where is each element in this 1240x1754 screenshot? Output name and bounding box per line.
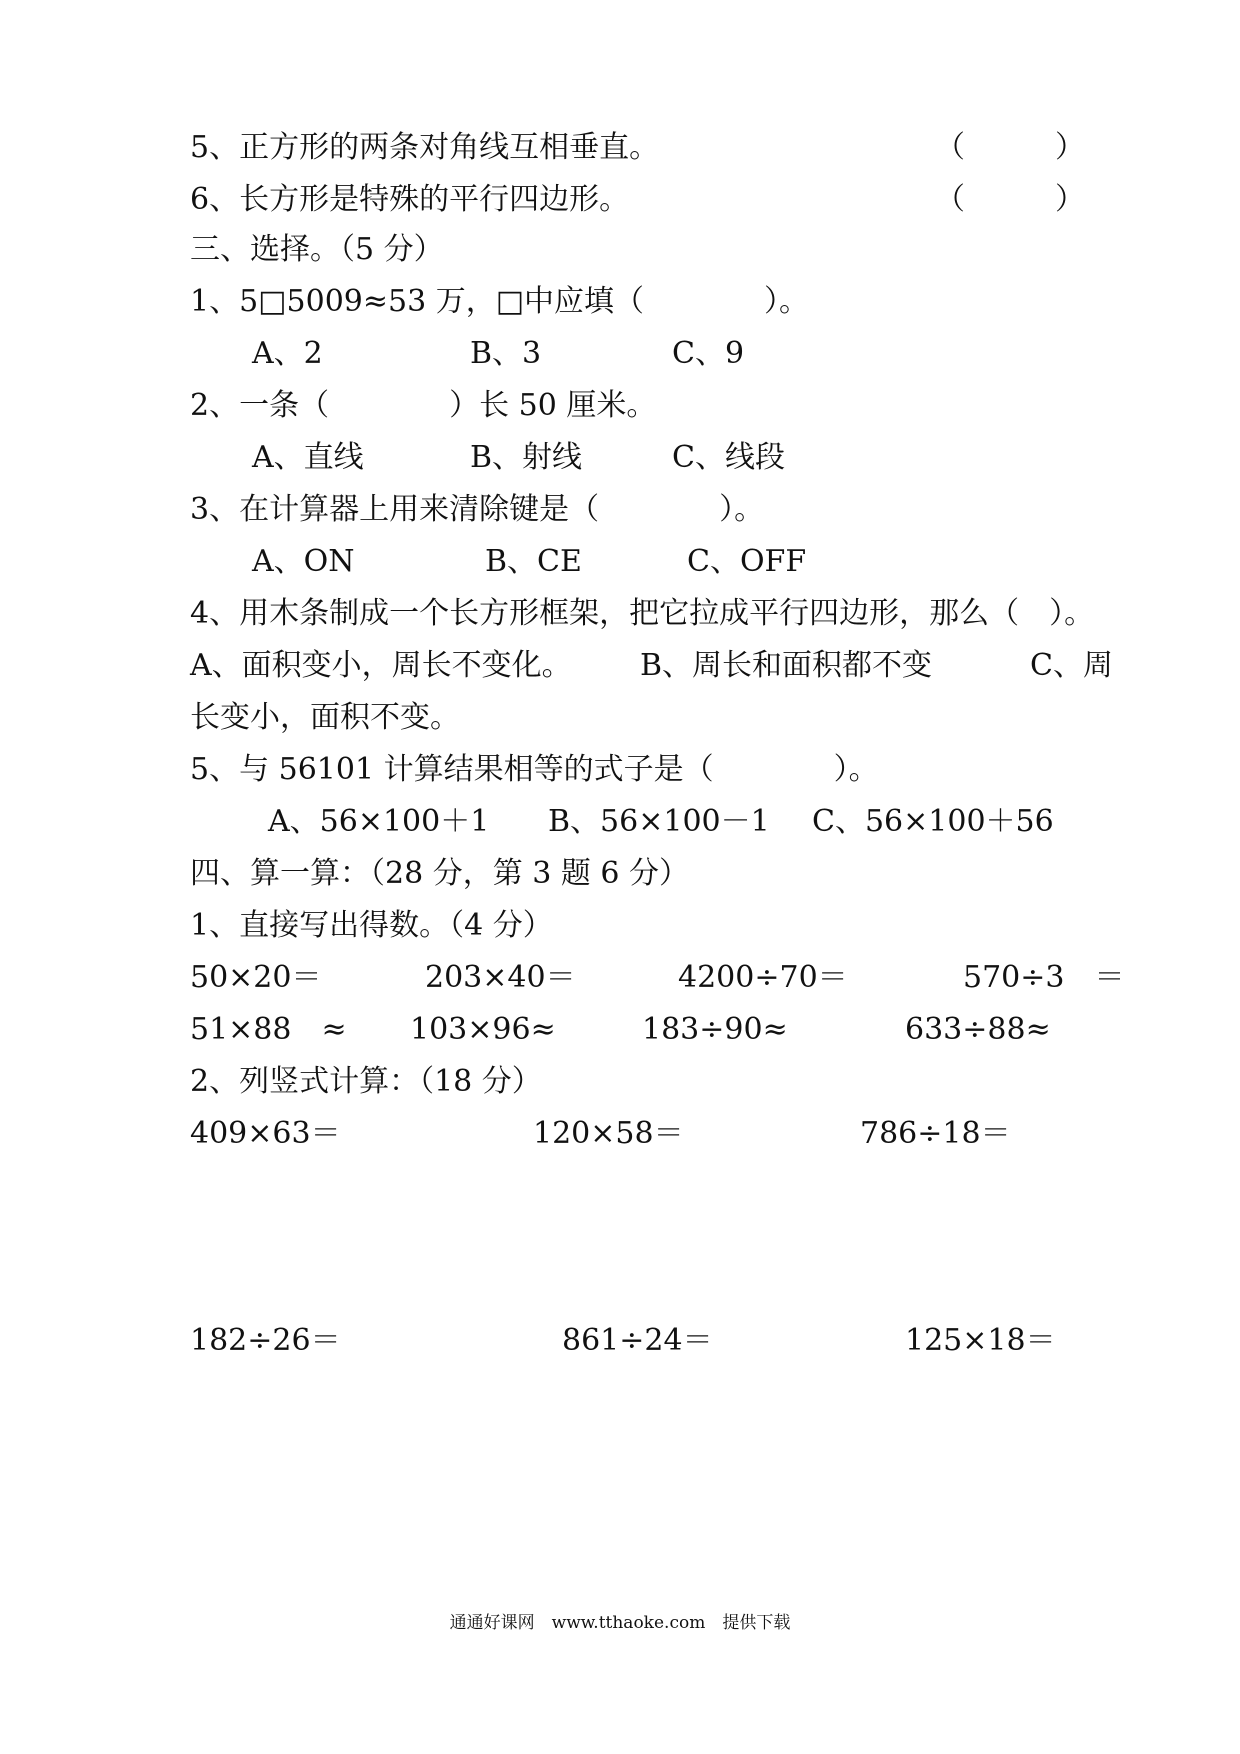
section4-sub1: 1、直接写出得数。（4 分）	[190, 908, 553, 943]
choice-q4-option-c: C、周	[1030, 648, 1113, 683]
calc-item: 570÷3 ＝	[963, 960, 1125, 995]
choice-q3-option-a: A、ON	[252, 544, 355, 579]
calc-item: 203×40＝	[425, 960, 576, 995]
judge-q6: 6、长方形是特殊的平行四边形。	[190, 182, 630, 217]
vertical-calc-item: 182÷26＝	[190, 1323, 341, 1358]
choice-q4-option-a: A、面积变小，周长不变化。	[190, 648, 572, 683]
section3-title: 三、选择。（5 分）	[190, 232, 444, 267]
choice-q3-option-c: C、OFF	[687, 544, 807, 579]
judge-q5-answer-blank: （ ）	[935, 130, 1085, 165]
choice-q5-option-b: B、56×100－1	[548, 804, 770, 839]
calc-item: 4200÷70＝	[678, 960, 848, 995]
choice-q4: 4、用木条制成一个长方形框架，把它拉成平行四边形，那么（ ）。	[190, 596, 1095, 631]
choice-q1: 1、5□5009≈53 万，□中应填（ ）。	[190, 284, 810, 319]
calc-item: 103×96≈	[410, 1012, 556, 1047]
vertical-calc-item: 125×18＝	[905, 1323, 1056, 1358]
choice-q4-option-b: B、周长和面积都不变	[640, 648, 933, 683]
choice-q1-option-a: A、2	[252, 336, 323, 371]
calc-item: 633÷88≈	[905, 1012, 1051, 1047]
choice-q2: 2、一条（ ）长 50 厘米。	[190, 388, 657, 423]
calc-item: 183÷90≈	[642, 1012, 788, 1047]
choice-q1-option-b: B、3	[470, 336, 542, 371]
choice-q5-option-c: C、56×100＋56	[812, 804, 1054, 839]
choice-q5: 5、与 56101 计算结果相等的式子是（ ）。	[190, 752, 879, 787]
choice-q2-option-b: B、射线	[470, 440, 583, 475]
vertical-calc-item: 786÷18＝	[860, 1116, 1011, 1151]
choice-q3: 3、在计算器上用来清除键是（ ）。	[190, 492, 765, 527]
choice-q1-option-c: C、9	[672, 336, 745, 371]
choice-q2-option-c: C、线段	[672, 440, 785, 475]
choice-q3-option-b: B、CE	[485, 544, 582, 579]
choice-q4-wrap: 长变小，面积不变。	[190, 700, 460, 735]
section4-sub2: 2、列竖式计算：（18 分）	[190, 1064, 542, 1099]
judge-q5: 5、正方形的两条对角线互相垂直。	[190, 130, 660, 165]
footer-source: 通通好课网 www.tthaoke.com 提供下载	[449, 1613, 791, 1633]
vertical-calc-item: 120×58＝	[533, 1116, 684, 1151]
calc-item: 51×88 ≈	[190, 1012, 347, 1047]
vertical-calc-item: 409×63＝	[190, 1116, 341, 1151]
choice-q2-option-a: A、直线	[252, 440, 364, 475]
choice-q5-option-a: A、56×100＋1	[268, 804, 490, 839]
judge-q6-answer-blank: （ ）	[935, 182, 1085, 217]
section4-title: 四、算一算：（28 分，第 3 题 6 分）	[190, 856, 690, 891]
calc-item: 50×20＝	[190, 960, 322, 995]
vertical-calc-item: 861÷24＝	[562, 1323, 713, 1358]
